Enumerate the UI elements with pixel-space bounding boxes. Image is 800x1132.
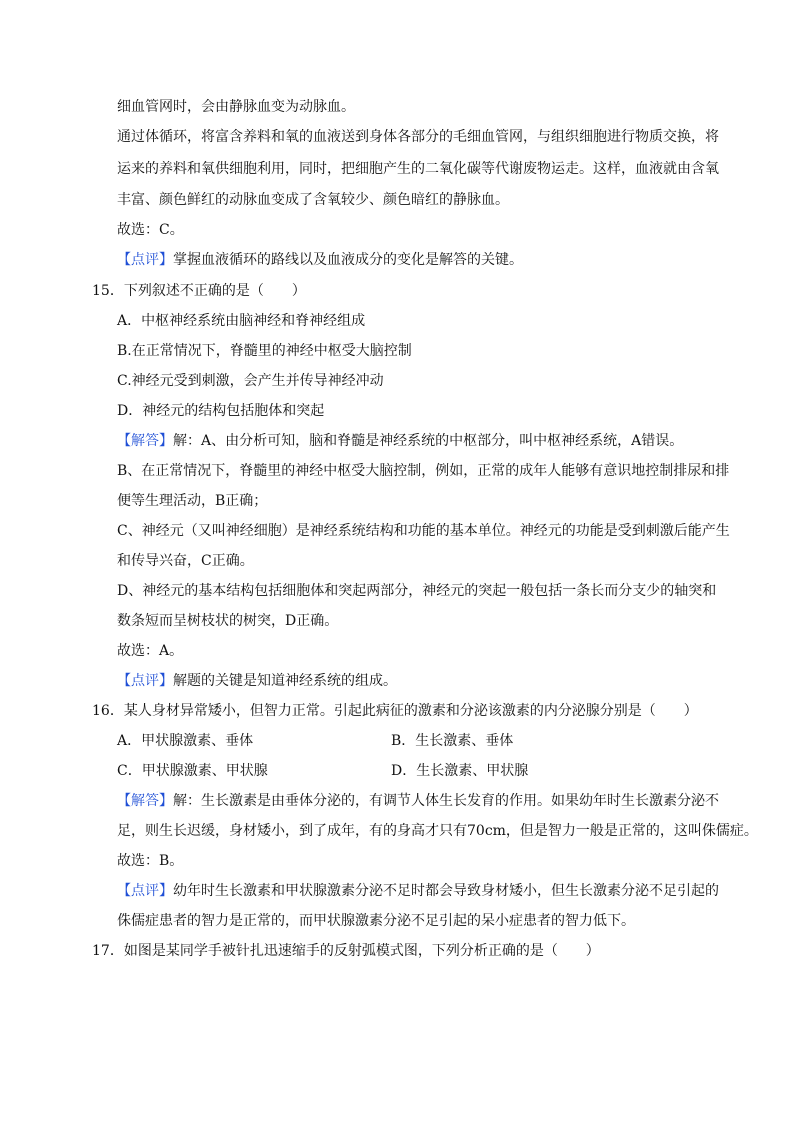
answer-text: 解：A、由分析可知，脑和脊髓是神经系统的中枢部分，叫中枢神经系统，A错误。 <box>173 433 684 449</box>
answer-text: 解：生长激素是由垂体分泌的，有调节人体生长发育的作用。如果幼年时生长激素分泌不 <box>173 793 719 809</box>
line-1: 细血管网时，会由静脉血变为动脉血。 <box>117 99 355 115</box>
q16-option-d: D．生长激素、甲状腺 <box>391 763 529 779</box>
answer-tag: 【解答】 <box>117 793 173 809</box>
q15-option-d: D．神经元的结构包括胞体和突起 <box>117 403 325 419</box>
line-5: 故选：C。 <box>117 222 184 238</box>
comment-tag: 【点评】 <box>117 883 173 899</box>
q15-option-a: A．中枢神经系统由脑神经和脊神经组成 <box>117 313 366 329</box>
q16-option-b: B．生长激素、垂体 <box>391 733 514 749</box>
comment-tag: 【点评】 <box>117 252 173 268</box>
answer-15-line-4: C、神经元（又叫神经细胞）是神经系统结构和功能的基本单位。神经元的功能是受到刺激后能产生 <box>117 523 730 539</box>
line-4: 丰富、颜色鲜红的动脉血变成了含氧较少、颜色暗红的静脉血。 <box>117 192 509 208</box>
answer-15-line-8: 故选：A。 <box>117 643 184 659</box>
q15-option-c: C.神经元受到刺激，会产生并传导神经冲动 <box>117 373 384 389</box>
comment-16 <box>117 882 719 900</box>
answer-16-line-2: 足，则生长迟缓，身材矮小，到了成年，有的身高才只有70cm，但是智力一般是正常的，这叫侏儒症。 <box>117 823 758 839</box>
q15-option-b: B.在正常情况下，脊髓里的神经中枢受大脑控制 <box>117 343 412 359</box>
question-15: 15．下列叙述不正确的是（ ） <box>92 283 306 299</box>
q16-option-a: A．甲状腺激素、垂体 <box>117 733 254 749</box>
answer-15-line-2: B、在正常情况下，脊髓里的神经中枢受大脑控制，例如，正常的成年人能够有意识地控制排尿和排 <box>117 463 730 479</box>
line-3: 运来的养料和氧供细胞利用，同时，把细胞产生的二氧化碳等代谢废物运走。这样，血液就由含氧 <box>117 161 719 177</box>
comment-tag: 【点评】 <box>117 673 173 689</box>
question-17: 17．如图是某同学手被针扎迅速缩手的反射弧模式图，下列分析正确的是（ ） <box>92 943 600 959</box>
comment-text: 掌握血液循环的路线以及血液成分的变化是解答的关键。 <box>173 252 523 268</box>
comment-text: 解题的关键是知道神经系统的组成。 <box>173 673 397 689</box>
answer-16 <box>117 792 719 810</box>
answer-15-line-6: D、神经元的基本结构包括细胞体和突起两部分，神经元的突起一般包括一条长而分支少的轴突和 <box>117 583 717 599</box>
answer-15-line-3: 便等生理活动，B正确； <box>117 493 268 509</box>
comment-14 <box>117 251 523 269</box>
q16-option-c: C．甲状腺激素、甲状腺 <box>117 763 268 779</box>
answer-16-line-3: 故选：B。 <box>117 853 184 869</box>
comment-16-line-2: 侏儒症患者的智力是正常的，而甲状腺激素分泌不足引起的呆小症患者的智力低下。 <box>117 913 635 929</box>
answer-tag: 【解答】 <box>117 433 173 449</box>
comment-15 <box>117 672 397 690</box>
comment-text: 幼年时生长激素和甲状腺激素分泌不足时都会导致身材矮小，但生长激素分泌不足引起的 <box>173 883 719 899</box>
answer-15-line-5: 和传导兴奋，C正确。 <box>117 553 254 569</box>
line-2: 通过体循环，将富含养料和氧的血液送到身体各部分的毛细血管网，与组织细胞进行物质交换，将 <box>117 129 719 145</box>
answer-15 <box>117 432 683 450</box>
answer-15-line-7: 数条短而呈树枝状的树突，D正确。 <box>117 613 339 629</box>
question-16: 16．某人身材异常矮小，但智力正常。引起此病征的激素和分泌该激素的内分泌腺分别是（ ） <box>92 703 698 719</box>
